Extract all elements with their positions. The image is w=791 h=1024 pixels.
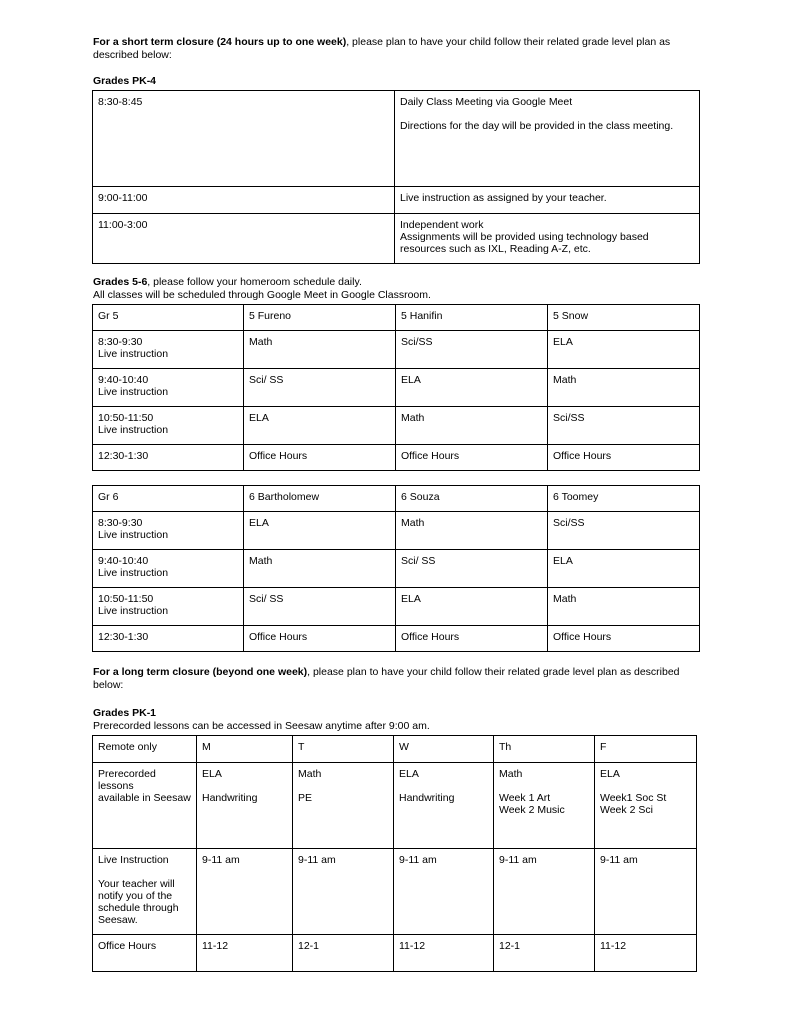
header-cell: 6 Toomey	[548, 486, 700, 512]
short-term-intro-bold: For a short term closure (24 hours up to one week)	[93, 36, 347, 48]
pk4-time-cell: 9:00-11:00	[93, 187, 395, 214]
subject-cell: Math	[548, 588, 700, 626]
time-cell: 10:50-11:50 Live instruction	[93, 407, 244, 445]
subject-cell: Sci/ SS	[244, 369, 396, 407]
header-cell: T	[293, 736, 394, 763]
short-term-intro	[93, 36, 703, 62]
subject-cell: Math	[396, 407, 548, 445]
header-cell: Gr 5	[93, 305, 244, 331]
header-cell: 5 Hanifin	[396, 305, 548, 331]
table-row	[93, 214, 700, 264]
day-cell: 11-12	[595, 935, 697, 972]
subject-cell: Math	[396, 512, 548, 550]
time-cell: 9:40-10:40 Live instruction	[93, 550, 244, 588]
subject-cell: ELA	[548, 550, 700, 588]
pk4-heading: Grades PK-4	[93, 75, 157, 87]
time-cell: 12:30-1:30	[93, 626, 244, 652]
subject-cell: Sci/SS	[396, 331, 548, 369]
table-row	[93, 187, 700, 214]
day-cell: 12-1	[494, 935, 595, 972]
table-row	[93, 369, 700, 407]
day-cell: 9-11 am	[197, 849, 293, 935]
time-cell: 8:30-9:30 Live instruction	[93, 512, 244, 550]
subject-cell: Sci/SS	[548, 512, 700, 550]
subject-cell: Math	[548, 369, 700, 407]
pk1-subline: Prerecorded lessons can be accessed in Seesaw anytime after 9:00 am.	[93, 720, 430, 732]
label-cell: Live Instruction Your teacher will notify you of the schedule through Seesaw.	[93, 849, 197, 935]
day-cell: Math PE	[293, 763, 394, 849]
header-cell: M	[197, 736, 293, 763]
subject-cell: ELA	[396, 369, 548, 407]
pk4-schedule-table	[92, 90, 700, 264]
table-row	[93, 331, 700, 369]
subject-cell: ELA	[244, 512, 396, 550]
table-row	[93, 849, 697, 935]
table-row	[93, 626, 700, 652]
time-cell: 12:30-1:30	[93, 445, 244, 471]
subject-cell: ELA	[396, 588, 548, 626]
pk4-desc-cell: Independent work Assignments will be provided using technology based resources such as IXL, Reading A-Z, etc.	[395, 214, 700, 264]
day-cell: Math Week 1 Art Week 2 Music	[494, 763, 595, 849]
label-cell: Prerecorded lessons available in Seesaw	[93, 763, 197, 849]
day-cell: ELA Week1 Soc St Week 2 Sci	[595, 763, 697, 849]
header-cell: 6 Bartholomew	[244, 486, 396, 512]
subject-cell: Office Hours	[396, 626, 548, 652]
day-cell: 9-11 am	[494, 849, 595, 935]
day-cell: ELA Handwriting	[394, 763, 494, 849]
table-row	[93, 935, 697, 972]
day-cell: 9-11 am	[293, 849, 394, 935]
subject-cell: ELA	[244, 407, 396, 445]
header-cell: 6 Souza	[396, 486, 548, 512]
subject-cell: Sci/ SS	[244, 588, 396, 626]
table-header-row	[93, 736, 697, 763]
subject-cell: Office Hours	[244, 626, 396, 652]
header-cell: Th	[494, 736, 595, 763]
day-cell: 9-11 am	[394, 849, 494, 935]
short-term-intro-text: , please plan to have your child follow their related grade level plan as described below:	[93, 36, 671, 61]
subject-cell: ELA	[548, 331, 700, 369]
subject-cell: Office Hours	[396, 445, 548, 471]
pk4-time-cell: 8:30-8:45	[93, 91, 395, 187]
subject-cell: Sci/ SS	[396, 550, 548, 588]
grades-5-6-subline: All classes will be scheduled through Google Meet in Google Classroom.	[93, 289, 431, 301]
subject-cell: Office Hours	[548, 445, 700, 471]
subject-cell: Math	[244, 550, 396, 588]
grade-6-schedule-table	[92, 485, 700, 652]
pk4-desc-cell: Daily Class Meeting via Google Meet Directions for the day will be provided in the class meeting.	[395, 91, 700, 187]
day-cell: 9-11 am	[595, 849, 697, 935]
table-row	[93, 91, 700, 187]
day-cell: 12-1	[293, 935, 394, 972]
long-term-intro-text: , please plan to have your child follow their related grade level plan as described below:	[93, 666, 680, 691]
header-cell: Remote only	[93, 736, 197, 763]
subject-cell: Sci/SS	[548, 407, 700, 445]
grades-5-6-heading: Grades 5-6, please follow your homeroom schedule daily.	[93, 276, 362, 288]
header-cell: W	[394, 736, 494, 763]
day-cell: 11-12	[394, 935, 494, 972]
day-cell: ELA Handwriting	[197, 763, 293, 849]
label-cell: Office Hours	[93, 935, 197, 972]
table-row	[93, 588, 700, 626]
pk4-desc-cell: Live instruction as assigned by your teacher.	[395, 187, 700, 214]
header-cell: 5 Snow	[548, 305, 700, 331]
pk1-heading: Grades PK-1	[93, 707, 157, 719]
subject-cell: Math	[244, 331, 396, 369]
time-cell: 8:30-9:30 Live instruction	[93, 331, 244, 369]
header-cell: Gr 6	[93, 486, 244, 512]
table-header-row	[93, 486, 700, 512]
pk1-schedule-table	[92, 735, 697, 972]
header-cell: 5 Fureno	[244, 305, 396, 331]
time-cell: 9:40-10:40 Live instruction	[93, 369, 244, 407]
time-cell: 10:50-11:50 Live instruction	[93, 588, 244, 626]
subject-cell: Office Hours	[548, 626, 700, 652]
table-row	[93, 445, 700, 471]
grade-5-schedule-table	[92, 304, 700, 471]
table-row	[93, 550, 700, 588]
header-cell: F	[595, 736, 697, 763]
table-row	[93, 512, 700, 550]
long-term-intro-bold: For a long term closure (beyond one week)	[93, 666, 308, 678]
subject-cell: Office Hours	[244, 445, 396, 471]
table-row	[93, 407, 700, 445]
long-term-intro	[93, 666, 703, 692]
table-header-row	[93, 305, 700, 331]
day-cell: 11-12	[197, 935, 293, 972]
pk4-time-cell: 11:00-3:00	[93, 214, 395, 264]
table-row	[93, 763, 697, 849]
